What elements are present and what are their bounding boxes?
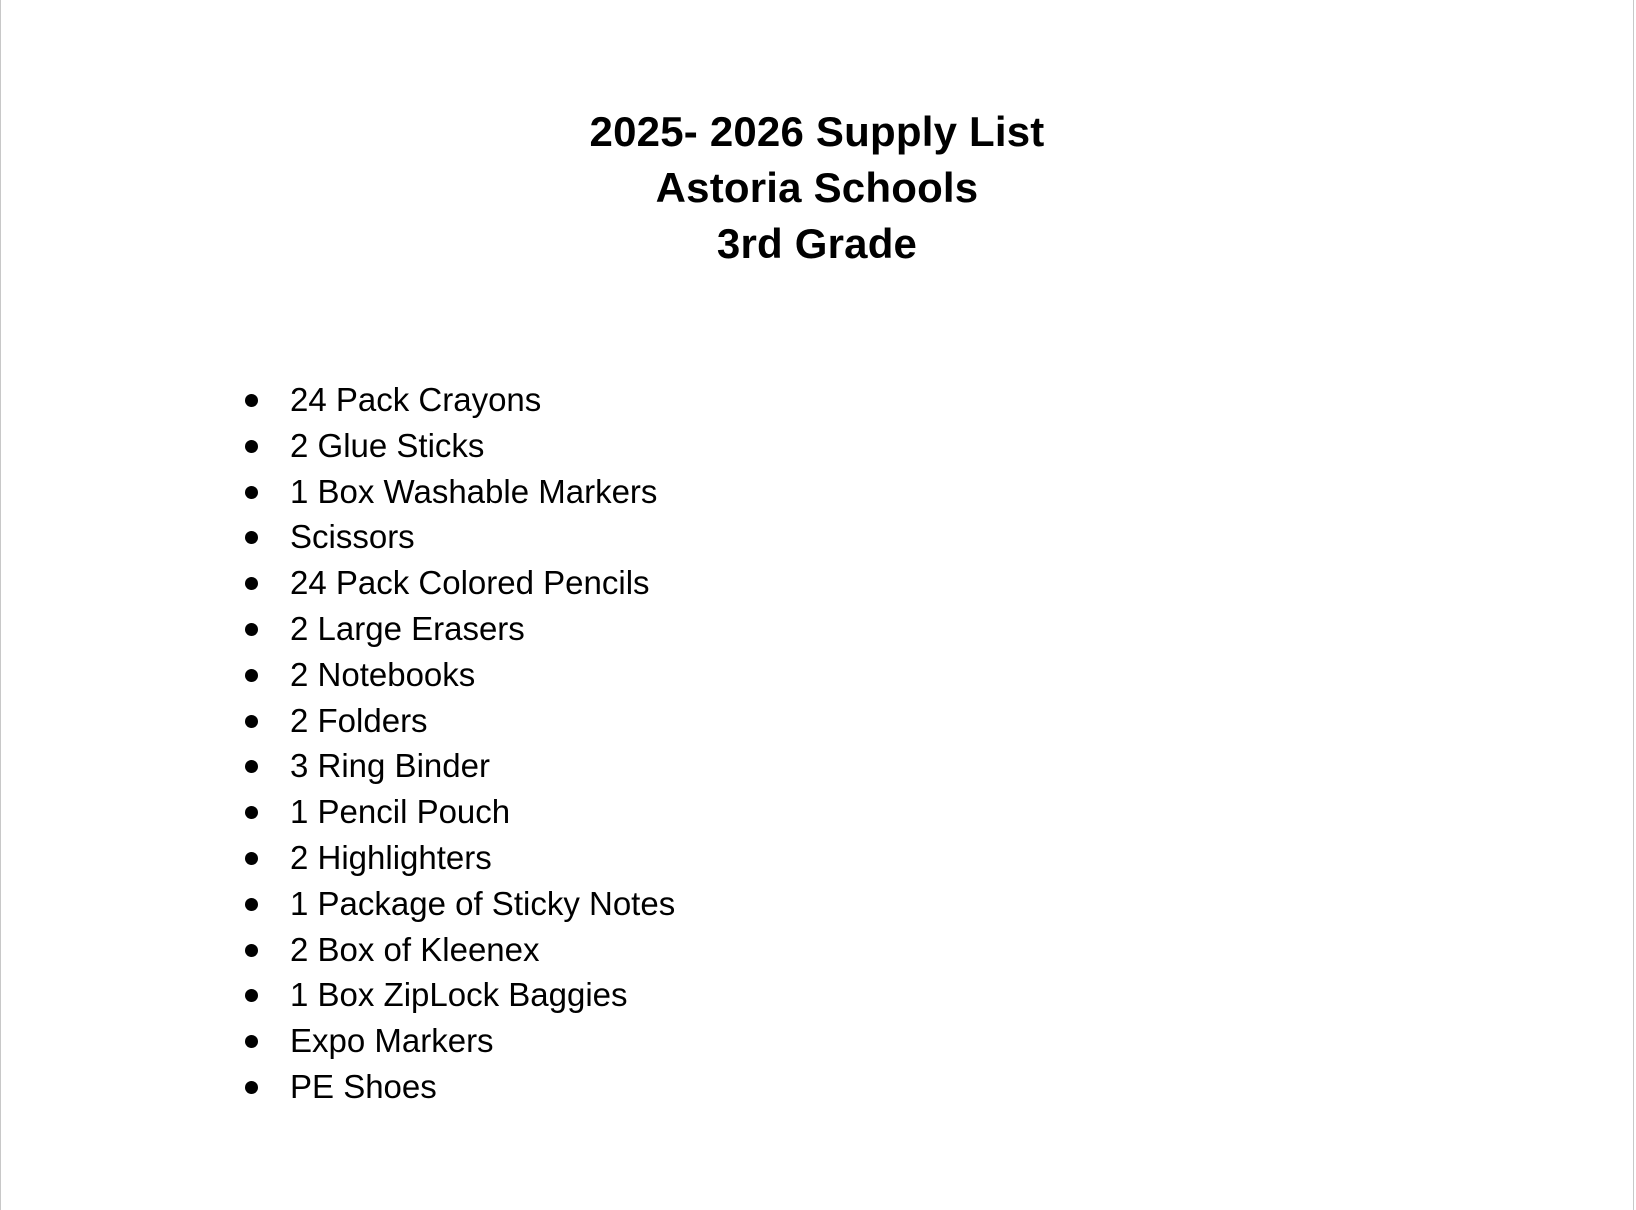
list-item-label: 24 Pack Crayons <box>290 381 542 418</box>
list-item-label: Scissors <box>290 518 415 556</box>
bullet-icon <box>245 806 258 819</box>
list-item-label: 3 Ring Binder <box>290 747 490 785</box>
school-name: Astoria Schools <box>655 164 979 211</box>
list-item-label: 2 Glue Sticks <box>290 426 485 464</box>
list-item-label: 2 Highlighters <box>290 838 492 876</box>
list-item-label: 1 Box ZipLock Baggies <box>290 976 628 1014</box>
bullet-icon <box>245 440 258 453</box>
bullet-icon <box>245 531 258 544</box>
list-item-label: 2 Notebooks <box>290 655 476 693</box>
bullet-icon <box>245 989 258 1002</box>
list-item-label: 1 Pencil Pouch <box>290 793 511 831</box>
bullet-icon <box>245 1081 258 1094</box>
list-item-label: PE Shoes <box>290 1067 437 1105</box>
bullet-icon <box>245 623 258 636</box>
list-item-label: 24 Pack Colored Pencils <box>290 564 650 602</box>
list-item-label: 1 Box Washable Markers <box>290 472 658 510</box>
document-header <box>1 104 1633 272</box>
bullet-icon <box>245 669 258 682</box>
bullet-icon <box>245 486 258 499</box>
page-title: 2025- 2026 Supply List <box>589 108 1045 155</box>
bullet-icon <box>245 715 258 728</box>
list-item-label: 1 Package of Sticky Notes <box>290 884 676 922</box>
grade-level: 3rd Grade <box>716 220 918 267</box>
bullet-icon <box>245 852 258 865</box>
bullet-icon <box>245 898 258 911</box>
list-item-label: Expo Markers <box>290 1022 494 1060</box>
bullet-icon <box>245 1035 258 1048</box>
bullet-icon <box>245 760 258 773</box>
bullet-icon <box>245 944 258 957</box>
bullet-icon <box>245 394 258 407</box>
list-item-label: 2 Folders <box>290 701 428 739</box>
list-item-label: 2 Large Erasers <box>290 609 525 647</box>
list-item-label: 2 Box of Kleenex <box>290 930 540 968</box>
bullet-icon <box>245 577 258 590</box>
